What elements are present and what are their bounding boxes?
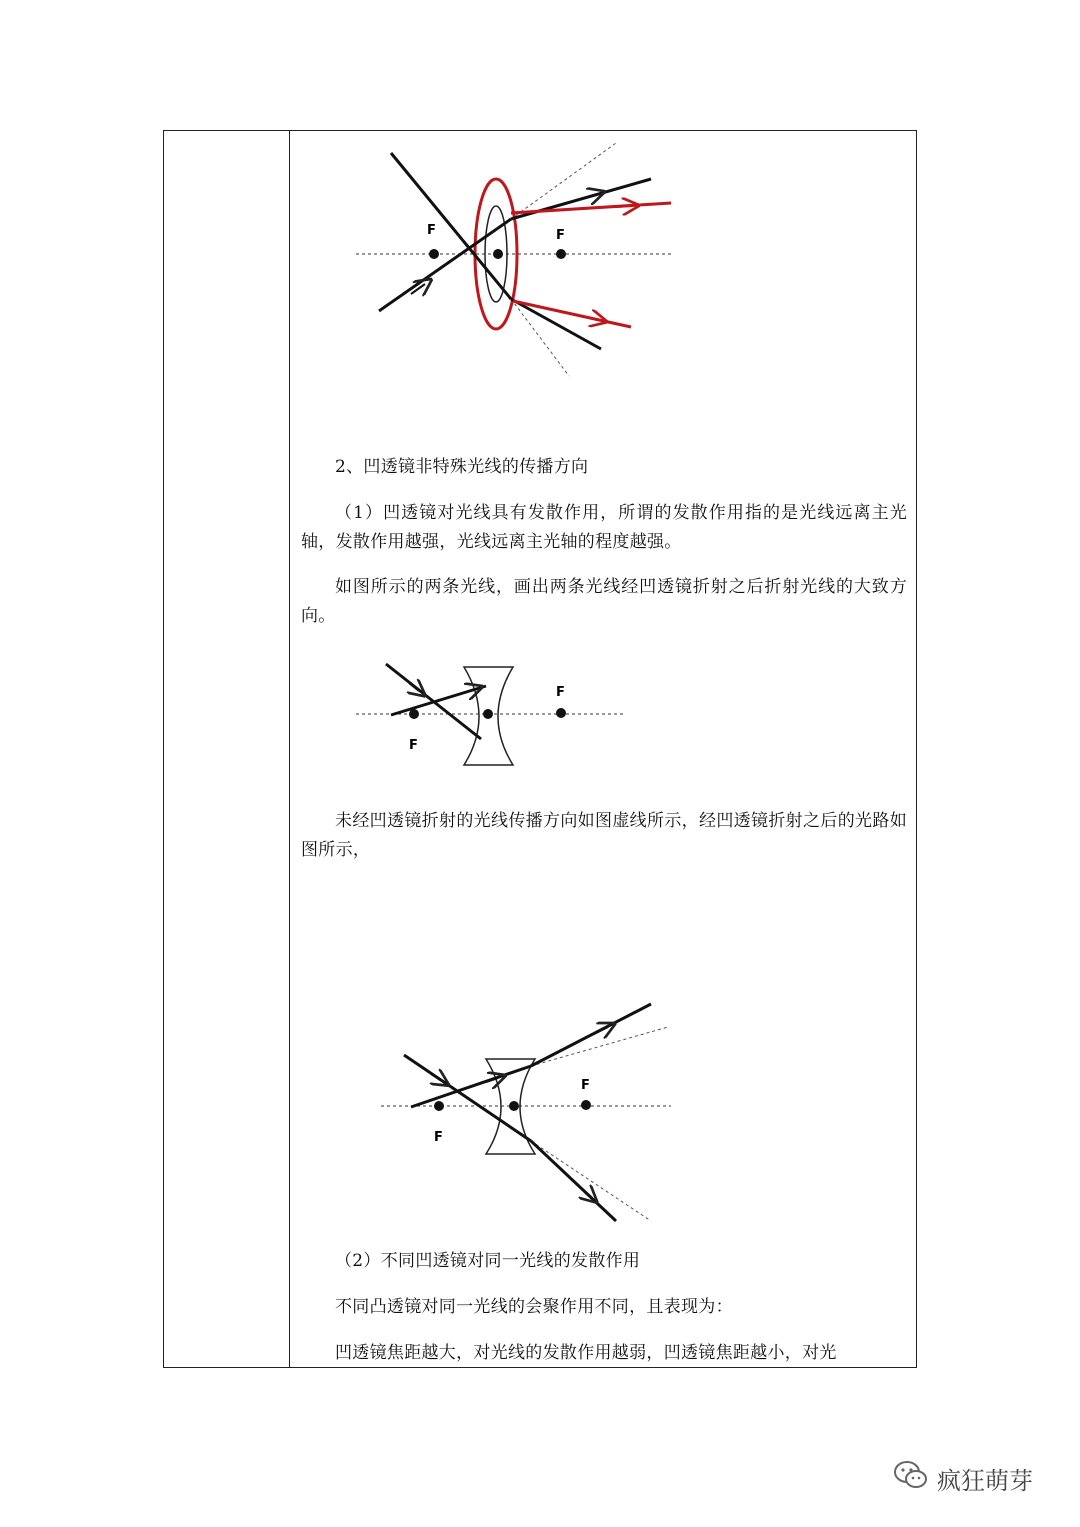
focus-label-left: F bbox=[427, 223, 436, 238]
focus-label-right: F bbox=[581, 1078, 590, 1093]
table-left-column bbox=[164, 131, 290, 1367]
focus-label-left: F bbox=[409, 738, 418, 753]
subheading-2: （2）不同凹透镜对同一光线的发散作用 bbox=[335, 1251, 641, 1271]
optical-center bbox=[509, 1101, 519, 1111]
convex-lens-figure bbox=[351, 141, 681, 381]
watermark-text: 疯狂萌芽 bbox=[937, 1466, 1033, 1495]
paragraph-3: 未经凹透镜折射的光线传播方向如图虚线所示，经凹透镜折射之后的光路如图所示， bbox=[301, 811, 907, 860]
focus-label-right: F bbox=[556, 685, 565, 700]
concave-lens-answer-figure bbox=[376, 999, 676, 1229]
extension-upper bbox=[531, 1027, 668, 1066]
refracted-ray-2 bbox=[531, 1141, 616, 1221]
focus-point-right bbox=[556, 249, 566, 259]
focus-point-right bbox=[556, 708, 566, 718]
red-arrow-1 bbox=[616, 206, 631, 207]
red-ray-1 bbox=[511, 203, 671, 213]
document-table bbox=[163, 130, 917, 1368]
paragraph-2: 如图所示的两条光线，画出两条光线经凹透镜折射之后折射光线的大致方向。 bbox=[301, 577, 907, 626]
refracted-ray-2 bbox=[511, 299, 601, 349]
incident-arrow-1 bbox=[431, 1074, 442, 1081]
incident-ray-1 bbox=[404, 1055, 531, 1141]
optical-center bbox=[483, 709, 493, 719]
paragraph-1: （1）凹透镜对光线具有发散作用，所谓的发散作用指的是光线远离主光轴，发散作用越强，光线远离主光轴的程度越强。 bbox=[301, 503, 907, 552]
incident-ray-1 bbox=[391, 153, 511, 299]
refracted-arrow-1 bbox=[594, 1027, 608, 1034]
refracted-ray-1 bbox=[531, 1004, 651, 1066]
section-heading: 2、凹透镜非特殊光线的传播方向 bbox=[335, 457, 589, 477]
optical-center bbox=[493, 249, 503, 259]
watermark bbox=[893, 1460, 1033, 1496]
table-content-cell bbox=[291, 131, 916, 1367]
red-ray-2 bbox=[513, 301, 631, 327]
paragraph-5: 凹透镜焦距越大，对光线的发散作用越弱，凹透镜焦距越小，对光 bbox=[335, 1343, 837, 1363]
extension-lower bbox=[531, 1141, 651, 1221]
refracted-arrow-2 bbox=[581, 1188, 591, 1197]
paragraph-4: 不同凸透镜对同一光线的会聚作用不同，且表现为： bbox=[335, 1297, 733, 1317]
wechat-icon bbox=[893, 1460, 929, 1496]
focus-label-right: F bbox=[556, 228, 565, 243]
focus-point-left bbox=[434, 1101, 444, 1111]
focus-label-left: F bbox=[434, 1130, 443, 1145]
focus-point-left bbox=[409, 709, 419, 719]
concave-lens-question-figure bbox=[351, 659, 631, 779]
focus-point-left bbox=[429, 249, 439, 259]
focus-point-right bbox=[581, 1100, 591, 1110]
